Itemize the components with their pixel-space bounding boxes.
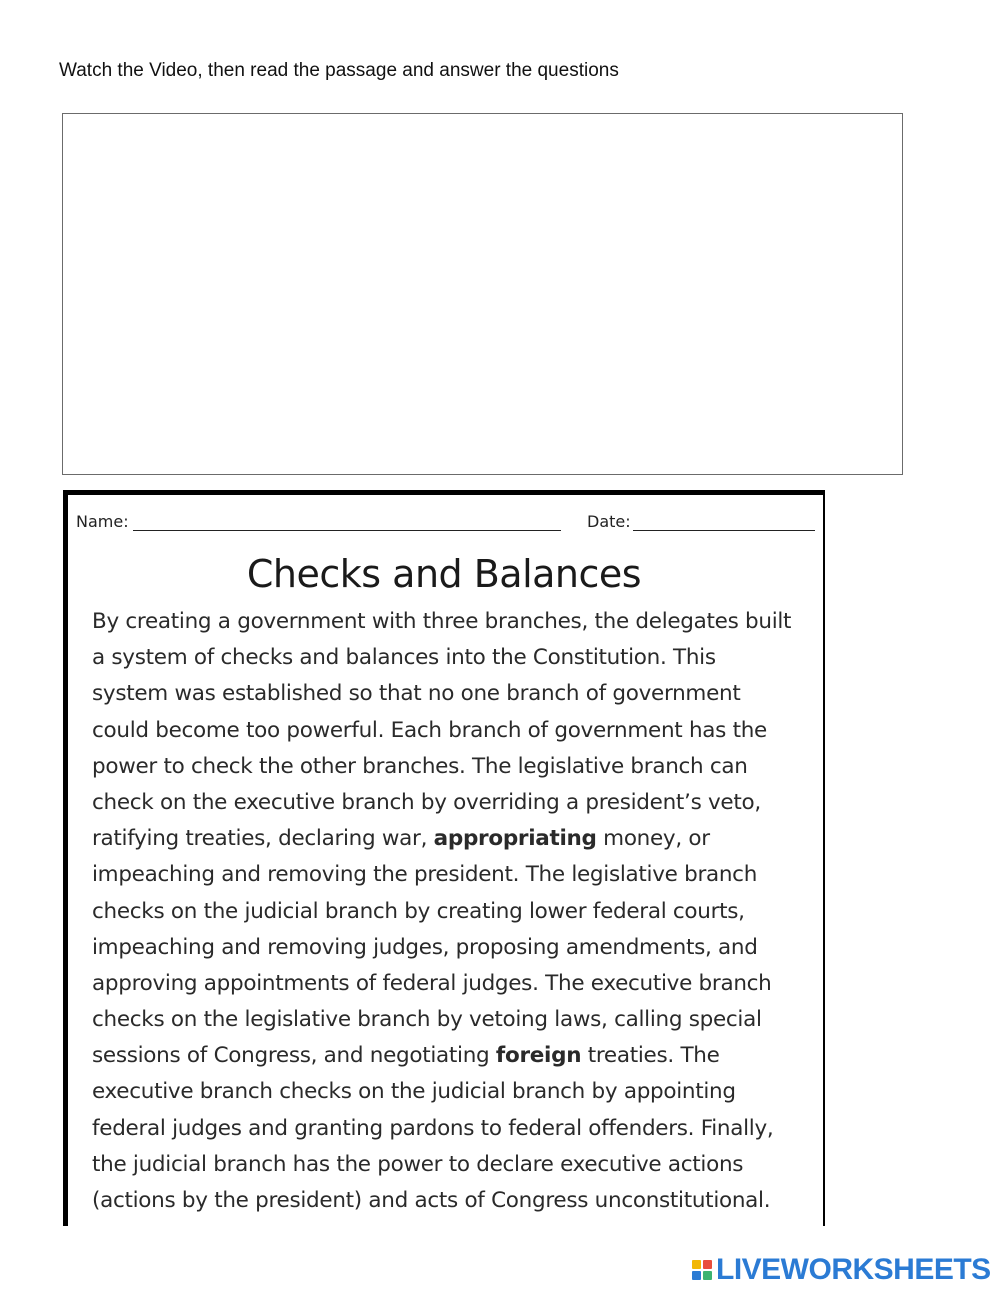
passage-line bbox=[92, 894, 812, 930]
passage-line bbox=[92, 749, 812, 785]
passage-line bbox=[92, 1074, 812, 1110]
logo-mark-square bbox=[703, 1271, 712, 1280]
passage-segment: checks on the legislative branch by vetoing laws, calling special bbox=[92, 1007, 762, 1033]
passage-segment: By creating a government with three branches, the delegates built bbox=[92, 609, 792, 634]
name-date-row bbox=[76, 510, 818, 534]
date-blank-line bbox=[633, 530, 815, 531]
passage-segment: executive branch checks on the judicial branch by appointing bbox=[92, 1079, 736, 1105]
passage-line bbox=[92, 857, 812, 893]
passage-segment: federal judges and granting pardons to federal offenders. Finally, bbox=[92, 1115, 774, 1141]
passage-line bbox=[92, 1111, 812, 1147]
date-label: Date: bbox=[587, 512, 631, 531]
worksheet-title: Checks and Balances bbox=[246, 552, 642, 596]
logo-mark-square bbox=[692, 1271, 701, 1280]
passage-line bbox=[92, 713, 812, 749]
passage-segment: impeaching and removing judges, proposing amendments, and bbox=[92, 934, 758, 960]
passage-segment: checks on the judicial branch by creating lower federal courts, bbox=[92, 898, 745, 924]
passage-line bbox=[92, 1147, 812, 1183]
passage-line bbox=[92, 785, 812, 821]
passage-segment: power to check the other branches. The legislative branch can bbox=[92, 753, 748, 779]
passage-segment: treaties. The bbox=[581, 1043, 720, 1069]
passage-line bbox=[92, 966, 812, 1002]
passage-line bbox=[92, 821, 812, 857]
instruction-text: Watch the Video, then read the passage and answer the questions bbox=[59, 60, 619, 81]
passage-segment: system was established so that no one branch of government bbox=[92, 681, 741, 707]
passage-segment: sessions of Congress, and negotiating bbox=[92, 1043, 496, 1069]
name-blank-line bbox=[133, 530, 561, 531]
logo-mark-icon bbox=[692, 1260, 712, 1280]
passage-line bbox=[92, 930, 812, 966]
video-player[interactable] bbox=[62, 113, 903, 475]
vocabulary-word: appropriating bbox=[433, 826, 597, 852]
passage-line bbox=[92, 676, 812, 712]
logo-mark-square bbox=[692, 1260, 701, 1269]
passage-segment: impeaching and removing the president. The legislative branch bbox=[92, 862, 758, 888]
passage-line bbox=[92, 640, 812, 676]
passage-line bbox=[92, 1002, 812, 1038]
passage-segment: the judicial branch has the power to declare executive actions bbox=[92, 1151, 744, 1177]
passage-segment: could become too powerful. Each branch of government has the bbox=[92, 717, 767, 743]
passage-segment: approving appointments of federal judges. The executive branch bbox=[92, 970, 772, 996]
passage-segment: a system of checks and balances into the Constitution. This bbox=[92, 645, 716, 671]
passage-line bbox=[92, 604, 812, 640]
passage-text bbox=[92, 604, 812, 1219]
passage-segment: ratifying treaties, declaring war, bbox=[92, 826, 434, 852]
passage-line bbox=[92, 1183, 812, 1219]
passage-segment: money, or bbox=[596, 826, 710, 852]
passage-segment: check on the executive branch by overriding a president’s veto, bbox=[92, 789, 761, 815]
passage-line bbox=[92, 1038, 812, 1074]
passage-segment: (actions by the president) and acts of Congress unconstitutional. bbox=[92, 1188, 771, 1213]
logo-text: LIVEWORKSHEETS bbox=[716, 1253, 991, 1286]
name-label: Name: bbox=[76, 512, 129, 531]
logo-mark-square bbox=[703, 1260, 712, 1269]
liveworksheets-logo[interactable] bbox=[692, 1255, 991, 1285]
vocabulary-word: foreign bbox=[495, 1043, 582, 1069]
